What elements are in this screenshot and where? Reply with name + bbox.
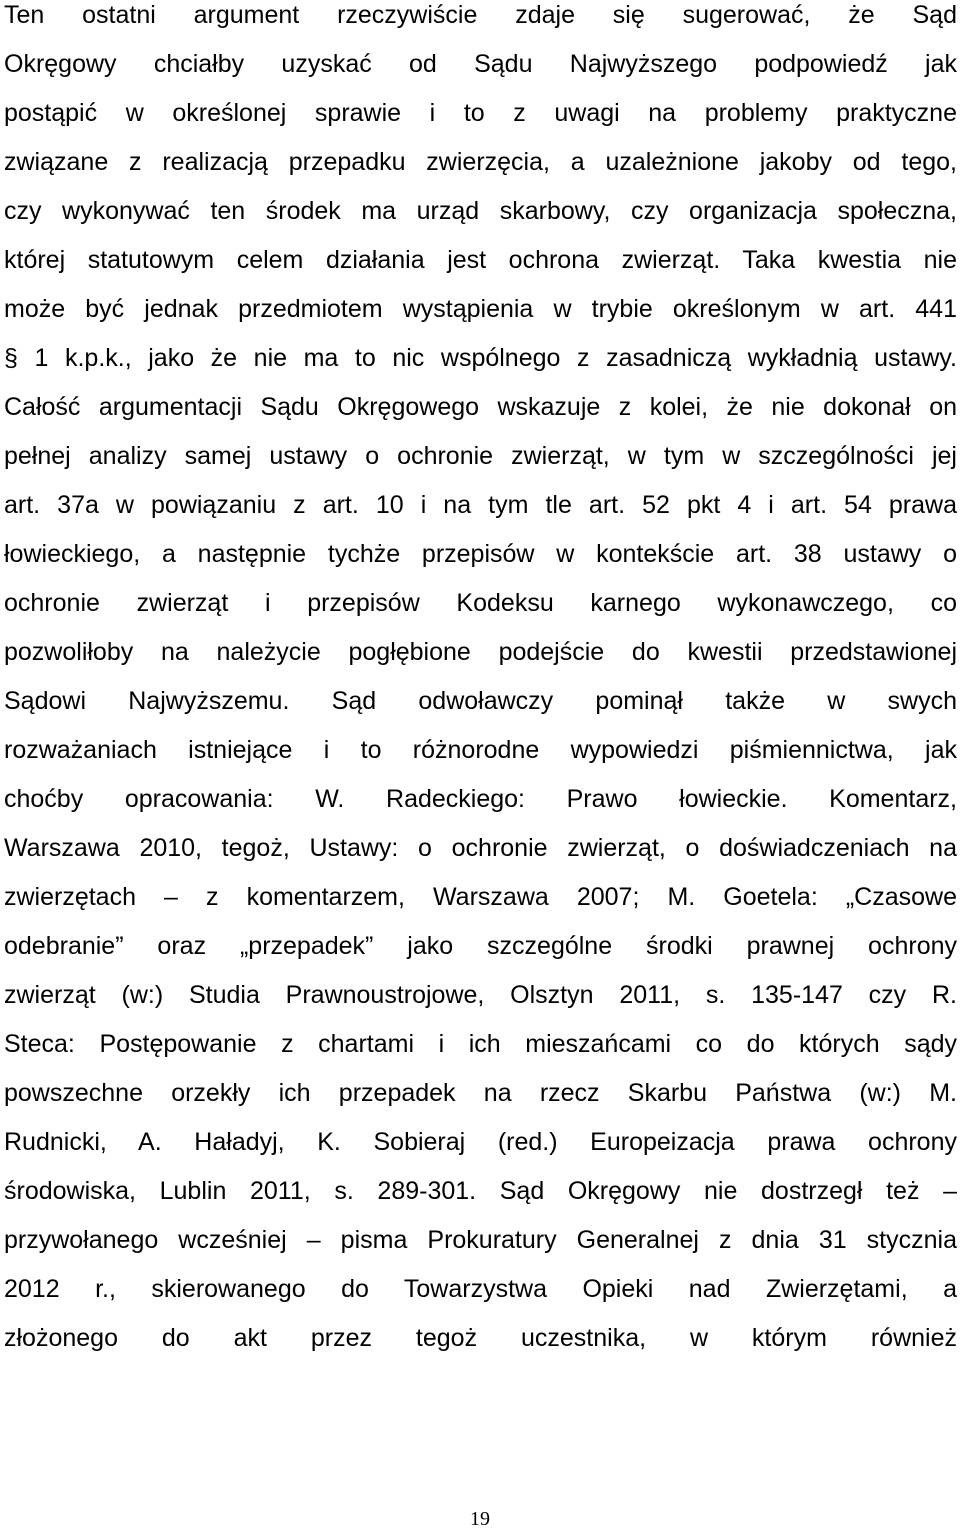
text-line: może być jednak przedmiotem wystąpienia w trybie określonym w art. 441: [4, 295, 957, 323]
text-line: pełnej analizy samej ustawy o ochronie zwierząt, w tym w szczególności jej: [4, 442, 957, 470]
text-line: złożonego do akt przez tegoż uczestnika, w którym również: [4, 1324, 957, 1352]
text-line: Steca: Postępowanie z chartami i ich mieszańcami co do których sądy: [4, 1030, 957, 1058]
text-line: pozwoliłoby na należycie pogłębione podejście do kwestii przedstawionej: [4, 638, 957, 666]
text-line: Rudnicki, A. Haładyj, K. Sobieraj (red.) Europeizacja prawa ochrony: [4, 1128, 957, 1156]
text-line: § 1 k.p.k., jako że nie ma to nic wspólnego z zasadniczą wykładnią ustawy.: [4, 344, 957, 372]
text-line: środowiska, Lublin 2011, s. 289-301. Sąd Okręgowy nie dostrzegł też –: [4, 1177, 957, 1205]
text-line: postąpić w określonej sprawie i to z uwagi na problemy praktyczne: [4, 99, 957, 127]
text-line: Okręgowy chciałby uzyskać od Sądu Najwyższego podpowiedź jak: [4, 50, 957, 78]
text-line: przywołanego wcześniej – pisma Prokuratury Generalnej z dnia 31 stycznia: [4, 1226, 957, 1254]
text-line: Całość argumentacji Sądu Okręgowego wskazuje z kolei, że nie dokonał on: [4, 393, 957, 421]
text-line: art. 37a w powiązaniu z art. 10 i na tym tle art. 52 pkt 4 i art. 54 prawa: [4, 491, 957, 519]
text-line: odebranie” oraz „przepadek” jako szczególne środki prawnej ochrony: [4, 932, 957, 960]
text-line: Sądowi Najwyższemu. Sąd odwoławczy pominął także w swych: [4, 687, 957, 715]
text-line: łowieckiego, a następnie tychże przepisów w kontekście art. 38 ustawy o: [4, 540, 957, 568]
text-line: choćby opracowania: W. Radeckiego: Prawo łowieckie. Komentarz,: [4, 785, 957, 813]
text-line: Warszawa 2010, tegoż, Ustawy: o ochronie zwierząt, o doświadczeniach na: [4, 834, 957, 862]
text-line: 2012 r., skierowanego do Towarzystwa Opieki nad Zwierzętami, a: [4, 1275, 957, 1303]
page-number: 19: [470, 1508, 490, 1530]
text-line: związane z realizacją przepadku zwierzęcia, a uzależnione jakoby od tego,: [4, 148, 957, 176]
body-text: [4, 0, 957, 1372]
text-line: powszechne orzekły ich przepadek na rzecz Skarbu Państwa (w:) M.: [4, 1079, 957, 1107]
text-line: Ten ostatni argument rzeczywiście zdaje się sugerować, że Sąd: [4, 1, 957, 29]
text-line: czy wykonywać ten środek ma urząd skarbowy, czy organizacja społeczna,: [4, 197, 957, 225]
text-line: ochronie zwierząt i przepisów Kodeksu karnego wykonawczego, co: [4, 589, 957, 617]
text-line: zwierzętach – z komentarzem, Warszawa 2007; M. Goetela: „Czasowe: [4, 883, 957, 911]
text-line: rozważaniach istniejące i to różnorodne wypowiedzi piśmiennictwa, jak: [4, 736, 957, 764]
text-line: której statutowym celem działania jest ochrona zwierząt. Taka kwestia nie: [4, 246, 957, 274]
text-line: zwierząt (w:) Studia Prawnoustrojowe, Olsztyn 2011, s. 135-147 czy R.: [4, 981, 957, 1009]
